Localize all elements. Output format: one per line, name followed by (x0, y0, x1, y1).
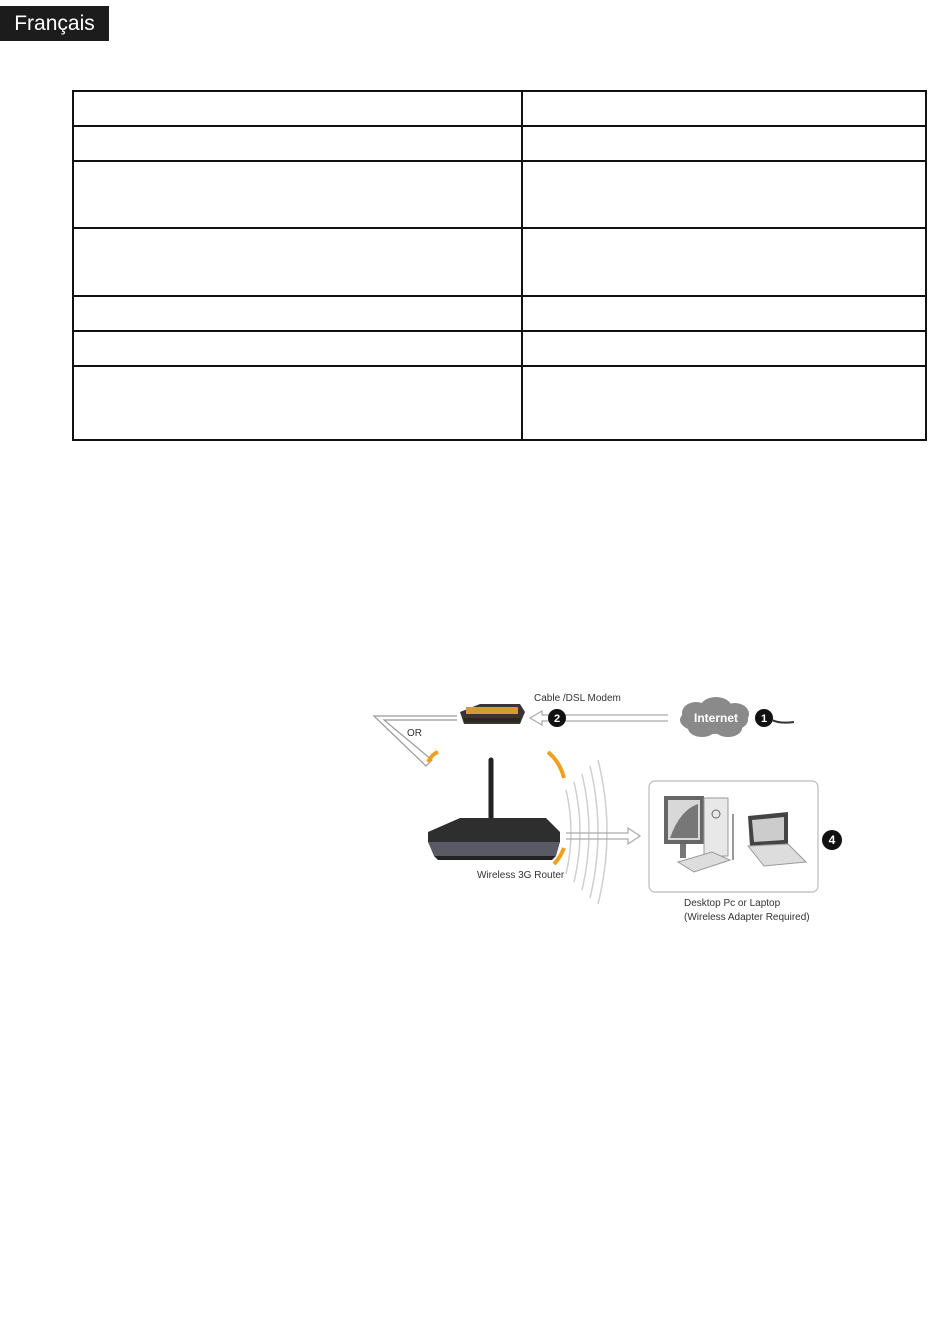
router-to-client-arrow (566, 828, 640, 844)
language-tab: Français (0, 6, 109, 41)
table-row (73, 296, 926, 331)
table-cell (522, 331, 926, 366)
table-cell (522, 126, 926, 161)
table-cell (73, 91, 522, 126)
table-row (73, 228, 926, 295)
table-row (73, 161, 926, 228)
table-cell (73, 366, 522, 440)
router-label: Wireless 3G Router (477, 870, 565, 881)
modem-label: Cable /DSL Modem (534, 693, 621, 704)
or-arrow (374, 716, 457, 766)
modem-icon (460, 704, 525, 724)
internet-label: Internet (693, 711, 739, 725)
client-sublabel: (Wireless Adapter Required) (684, 912, 810, 923)
table-cell (73, 331, 522, 366)
table-cell (522, 228, 926, 295)
step-number-client: 4 (828, 833, 836, 847)
cable-icon (772, 720, 794, 723)
table-row (73, 331, 926, 366)
table-cell (522, 296, 926, 331)
table-row (73, 126, 926, 161)
table-cell (522, 91, 926, 126)
router-icon (428, 760, 560, 860)
wireless-waves-icon (566, 760, 607, 904)
or-label: OR (407, 728, 422, 739)
network-diagram (360, 680, 860, 940)
table-cell (73, 296, 522, 331)
table-row (73, 91, 926, 126)
table-cell (73, 228, 522, 295)
table-cell (522, 366, 926, 440)
step-number-internet: 1 (760, 713, 768, 725)
spec-table (72, 90, 927, 441)
table-cell (522, 161, 926, 228)
table-cell (73, 161, 522, 228)
step-number-modem: 2 (553, 713, 561, 725)
client-label: Desktop Pc or Laptop (684, 898, 781, 909)
table-row (73, 366, 926, 440)
table-cell (73, 126, 522, 161)
